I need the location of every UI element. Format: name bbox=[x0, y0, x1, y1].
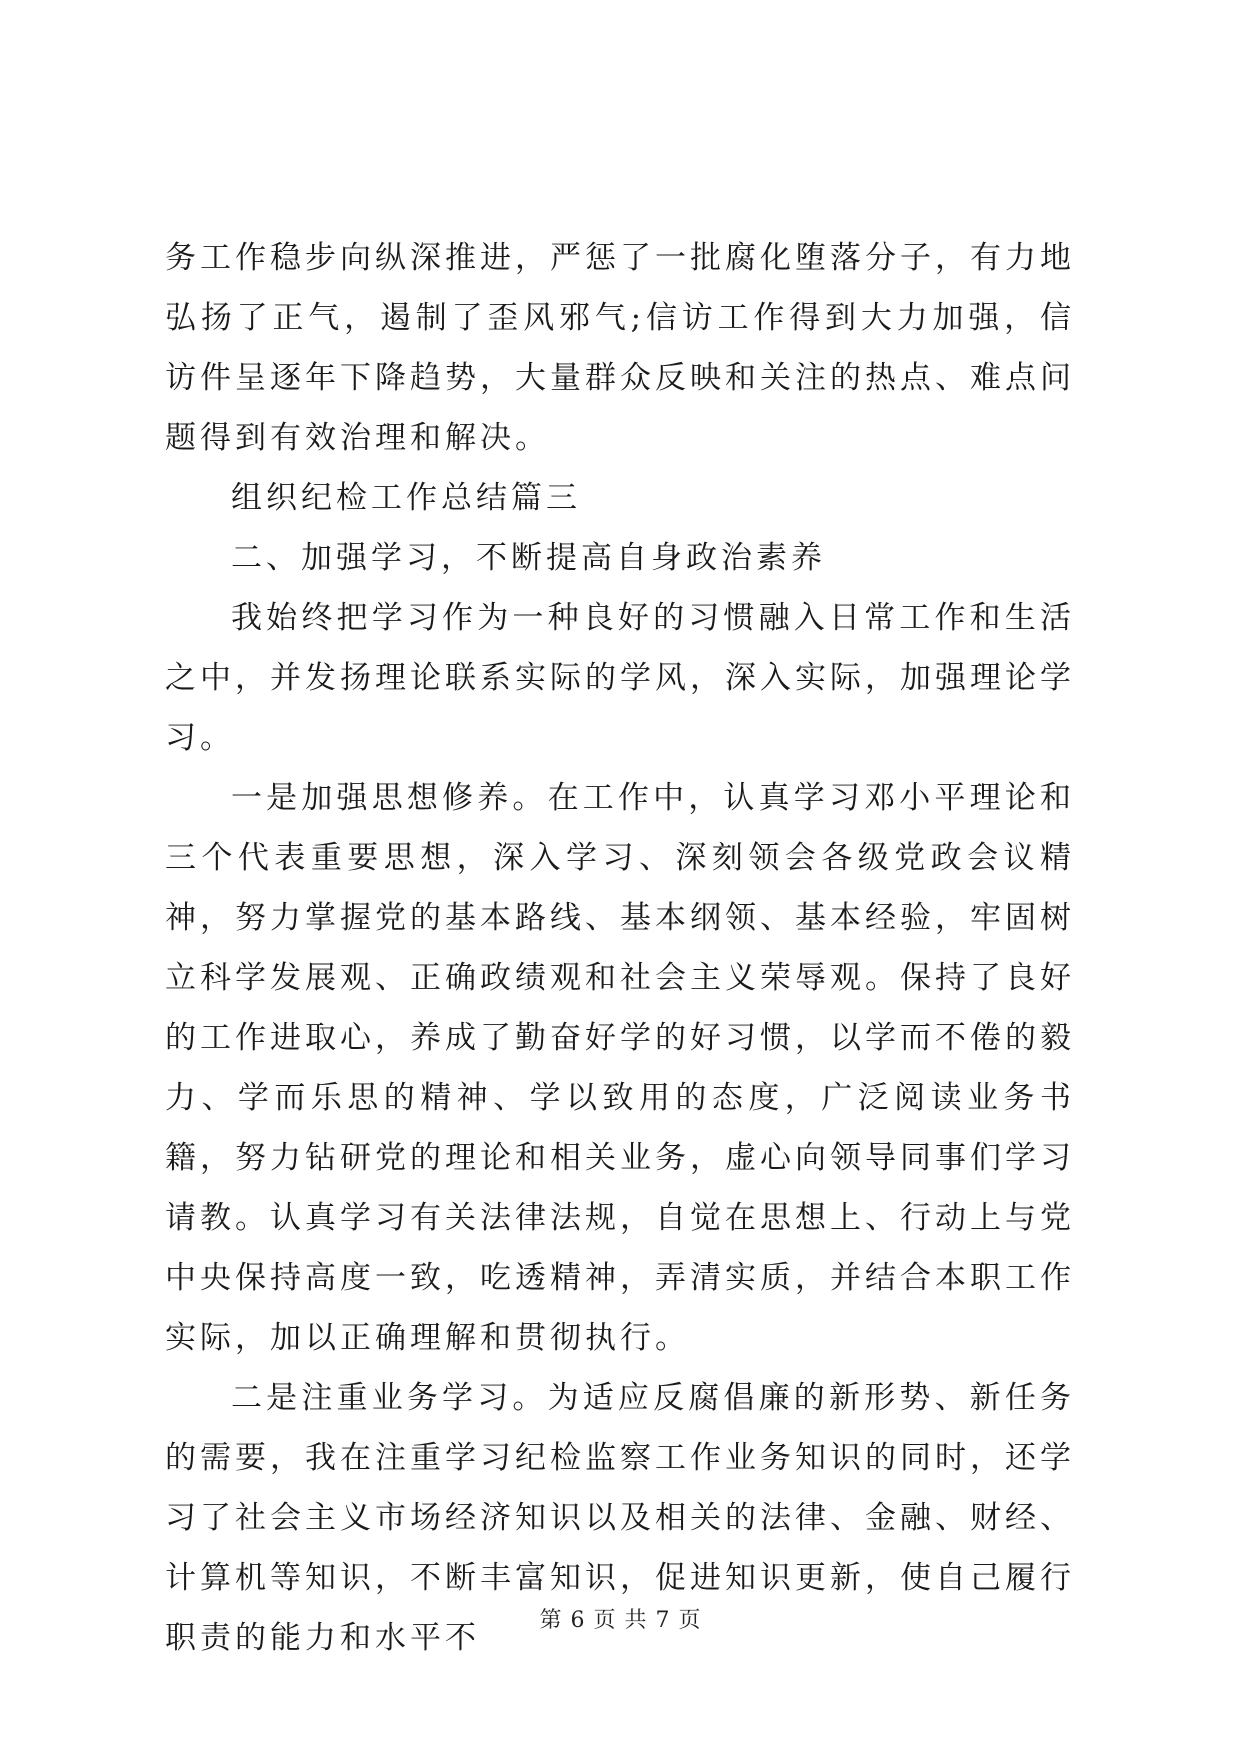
document-body bbox=[165, 228, 1075, 1668]
paragraph-1: 务工作稳步向纵深推进，严惩了一批腐化堕落分子，有力地弘扬了正气，遏制了歪风邪气;信访工作得到大力加强，信访件呈逐年下降趋势，大量群众反映和关注的热点、难点问题得到有效治理和解决。 bbox=[165, 240, 1075, 456]
paragraph-2: 我始终把学习作为一种良好的习惯融入日常工作和生活之中，并发扬理论联系实际的学风，深入实际，加强理论学习。 bbox=[165, 600, 1075, 756]
section-heading: 二、加强学习，不断提高自身政治素养 bbox=[231, 540, 826, 576]
page-number-footer: 第 6 页 共 7 页 bbox=[539, 1608, 702, 1633]
paragraph-4: 二是注重业务学习。为适应反腐倡廉的新形势、新任务的需要，我在注重学习纪检监察工作业务知识的同时，还学习了社会主义市场经济知识以及相关的法律、金融、财经、计算机等知识，不断丰富知识，促进知识更新，使自己履行职责的能力和水平不 bbox=[165, 1380, 1075, 1656]
section-title: 组织纪检工作总结篇三 bbox=[231, 480, 581, 516]
paragraph-3: 一是加强思想修养。在工作中，认真学习邓小平理论和三个代表重要思想，深入学习、深刻领会各级党政会议精神，努力掌握党的基本路线、基本纲领、基本经验，牢固树立科学发展观、正确政绩观和社会主义荣辱观。保持了良好的工作进取心，养成了勤奋好学的好习惯，以学而不倦的毅力、学而乐思的精神、学以致用的态度，广泛阅读业务书籍，努力钻研党的理论和相关业务，虚心向领导同事们学习请教。认真学习有关法律法规，自觉在思想上、行动上与党中央保持高度一致，吃透精神，弄清实质，并结合本职工作实际，加以正确理解和贯彻执行。 bbox=[165, 780, 1075, 1356]
